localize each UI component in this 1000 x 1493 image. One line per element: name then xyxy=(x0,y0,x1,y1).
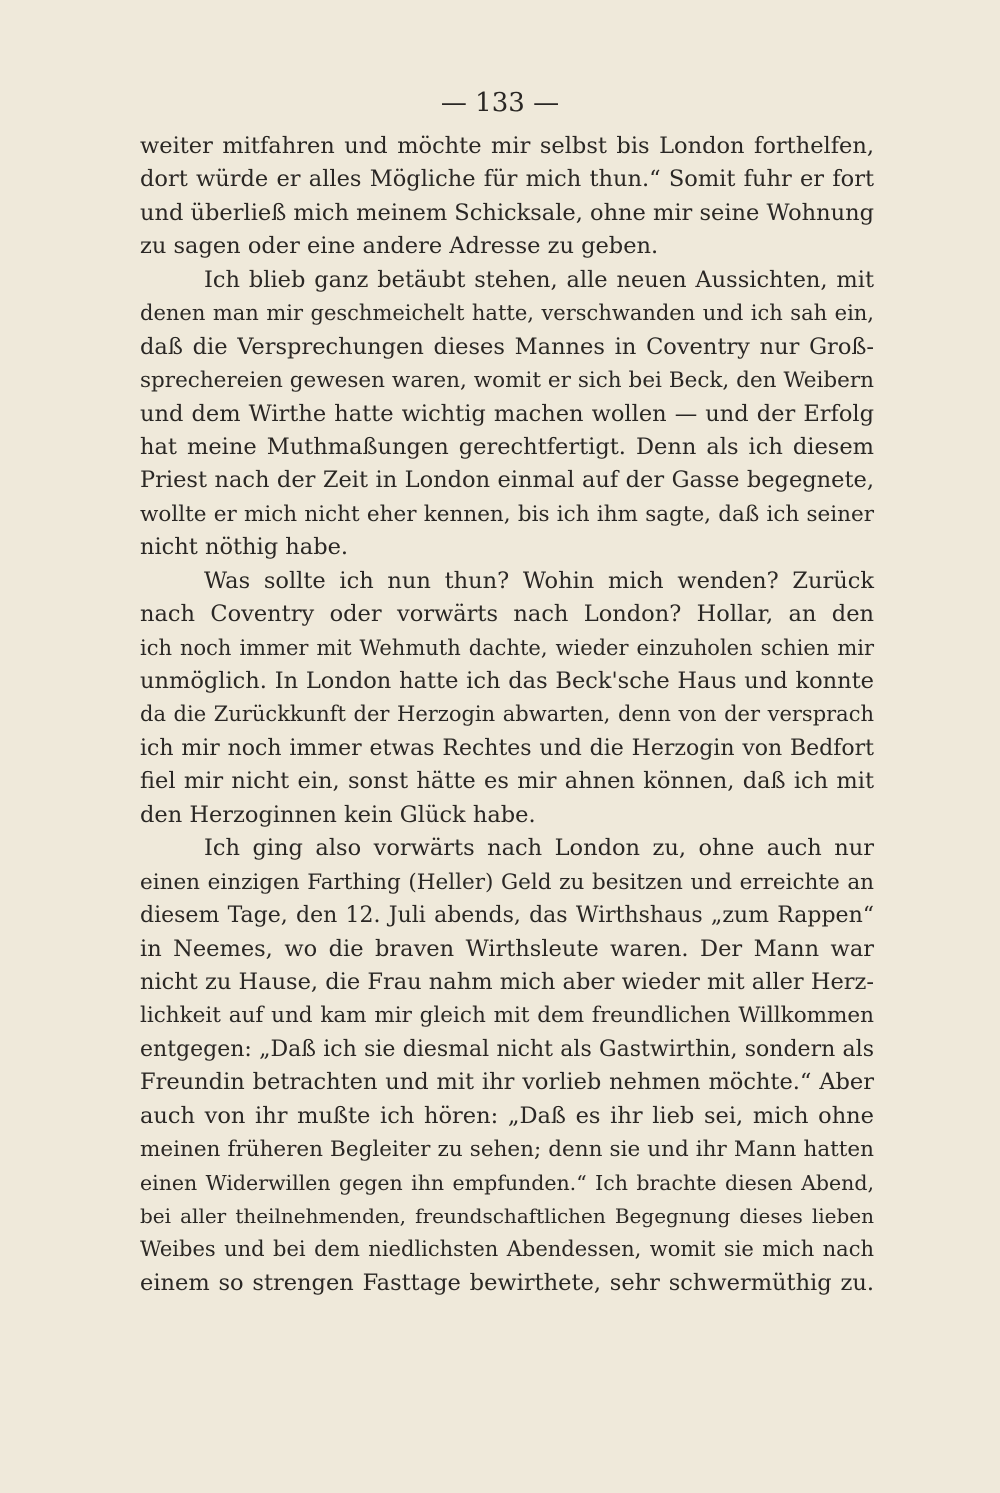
text-line: dort würde er alles Mögliche für mich thun.“ Somit fuhr er fort xyxy=(140,166,874,193)
text-line: lichkeit auf und kam mir gleich mit dem freundlichen Willkommen xyxy=(140,1003,874,1029)
body-text xyxy=(140,130,874,1300)
text-line: nach Coventry oder vorwärts nach London? Hollar, an den xyxy=(140,601,874,628)
text-line: sprechereien gewesen waren, womit er sich bei Beck, den Weibern xyxy=(140,368,874,394)
text-line: einen einzigen Farthing (Heller) Geld zu besitzen und erreichte an xyxy=(140,869,874,895)
text-line: da die Zurückkunft der Herzogin abwarten, denn von der versprach xyxy=(140,702,874,727)
text-line: Freundin betrachten und mit ihr vorlieb nehmen möchte.“ Aber xyxy=(140,1069,874,1096)
text-line: einem so strengen Fasttage bewirthete, sehr schwermüthig zu. xyxy=(140,1269,874,1296)
text-line: auch von ihr mußte ich hören: „Daß es ihr lieb sei, mich ohne xyxy=(140,1102,874,1129)
text-line: Was sollte ich nun thun? Wohin mich wenden? Zurück xyxy=(204,567,874,594)
text-line: in Neemes, wo die braven Wirthsleute waren. Der Mann war xyxy=(140,935,874,962)
text-line: bei aller theilnehmenden, freundschaftlichen Begegnung dieses lieben xyxy=(140,1204,874,1228)
text-line: ich noch immer mit Wehmuth dachte, wieder einzuholen schien mir xyxy=(140,635,874,660)
text-line: Weibes und bei dem niedlichsten Abendessen, womit sie mich nach xyxy=(140,1237,874,1262)
text-line: entgegen: „Daß ich sie diesmal nicht als Gastwirthin, sondern als xyxy=(140,1036,874,1062)
text-line: meinen früheren Begleiter zu sehen; denn sie und ihr Mann hatten xyxy=(140,1137,874,1163)
text-line: wollte er mich nicht eher kennen, bis ich ihm sagte, daß ich seiner xyxy=(140,501,874,527)
text-line: ich mir noch immer etwas Rechtes und die Herzogin von Bedfort xyxy=(140,735,874,761)
text-line: weiter mitfahren und möchte mir selbst bis London forthelfen, xyxy=(140,133,874,159)
page-number: — 133 — xyxy=(440,88,560,118)
text-line: Priest nach der Zeit in London einmal auf der Gasse begegnete, xyxy=(140,467,874,494)
text-line: nicht zu Hause, die Frau nahm mich aber wieder mit aller Herz- xyxy=(140,968,874,995)
text-line: denen man mir geschmeichelt hatte, verschwanden und ich sah ein, xyxy=(140,301,874,326)
text-line: den Herzoginnen kein Glück habe. xyxy=(140,801,536,828)
text-line: daß die Versprechungen dieses Mannes in Coventry nur Groß- xyxy=(140,333,874,360)
text-line: unmöglich. In London hatte ich das Beck'sche Haus und konnte xyxy=(140,668,874,694)
text-line: Ich ging also vorwärts nach London zu, ohne auch nur xyxy=(204,835,874,862)
text-line: Ich blieb ganz betäubt stehen, alle neuen Aussichten, mit xyxy=(204,266,874,293)
text-line: nicht nöthig habe. xyxy=(140,534,349,561)
text-line: und dem Wirthe hatte wichtig machen wollen — und der Erfolg xyxy=(140,400,874,427)
text-line: hat meine Muthmaßungen gerechtfertigt. Denn als ich diesem xyxy=(140,433,874,460)
text-line: diesem Tage, den 12. Juli abends, das Wirthshaus „zum Rappen“ xyxy=(140,903,874,929)
text-line: zu sagen oder eine andere Adresse zu geben. xyxy=(140,233,659,260)
text-line: und überließ mich meinem Schicksale, ohne mir seine Wohnung xyxy=(140,199,874,226)
text-line: einen Widerwillen gegen ihn empfunden.“ Ich brachte diesen Abend, xyxy=(140,1170,874,1195)
text-line: fiel mir nicht ein, sonst hätte es mir ahnen können, daß ich mit xyxy=(140,768,874,795)
